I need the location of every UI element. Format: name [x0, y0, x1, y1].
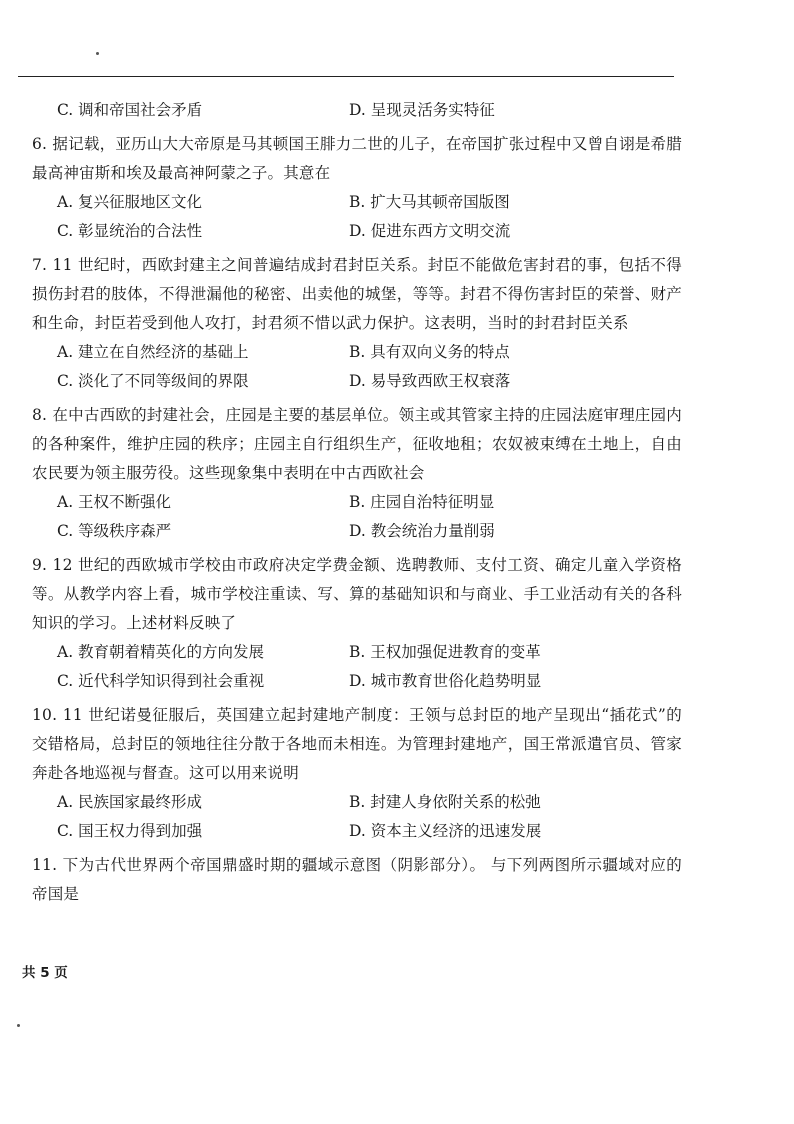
option-grid — [32, 188, 682, 246]
option-c[interactable]: C. 等级秩序森严 — [57, 522, 172, 540]
option-d[interactable]: D. 城市教育世俗化趋势明显 — [349, 672, 542, 690]
option-d[interactable]: D. 易导致西欧王权衰落 — [349, 372, 511, 390]
question-stem: 9. 12 世纪的西欧城市学校由市政府决定学费金额、选聘教师、支付工资、确定儿童入学资格等。从教学内容上看，城市学校注重读、写、算的基础知识和与商业、手工业活动有关的各科知识的学习。上述材料反映了 — [32, 556, 682, 632]
option-c[interactable]: C. 彰显统治的合法性 — [57, 222, 203, 240]
question-8 — [32, 401, 682, 546]
question-stem: 11. 下为古代世界两个帝国鼎盛时期的疆域示意图（阴影部分）。 与下列两图所示疆域对应的帝国是 — [32, 856, 682, 903]
question-10 — [32, 701, 682, 846]
option-c[interactable]: C. 国王权力得到加强 — [57, 822, 203, 840]
option-d[interactable]: D. 呈现灵活务实特征 — [349, 101, 495, 119]
option-c[interactable]: C. 调和帝国社会矛盾 — [57, 101, 203, 119]
option-b[interactable]: B. 王权加强促进教育的变革 — [349, 643, 541, 661]
prev-question-options — [32, 96, 682, 125]
scan-speck — [17, 1024, 20, 1027]
question-6 — [32, 130, 682, 246]
option-grid — [32, 788, 682, 846]
option-a[interactable]: A. 复兴征服地区文化 — [57, 193, 203, 211]
option-b[interactable]: B. 具有双向义务的特点 — [349, 343, 510, 361]
header-rule — [18, 76, 674, 77]
option-b[interactable]: B. 封建人身依附关系的松弛 — [349, 793, 541, 811]
option-d[interactable]: D. 教会统治力量削弱 — [349, 522, 495, 540]
option-d[interactable]: D. 资本主义经济的迅速发展 — [349, 822, 542, 840]
question-list — [32, 96, 682, 914]
option-b[interactable]: B. 扩大马其顿帝国版图 — [349, 193, 510, 211]
question-stem: 7. 11 世纪时，西欧封建主之间普遍结成封君封臣关系。封臣不能做危害封君的事，包括不得损伤封君的肢体，不得泄漏他的秘密、出卖他的城堡，等等。封君不得伤害封臣的荣誉、财产和生命，封臣若受到他人攻打，封君须不惜以武力保护。这表明，当时的封君封臣关系 — [32, 256, 682, 332]
option-a[interactable]: A. 教育朝着精英化的方向发展 — [57, 643, 265, 661]
option-b[interactable]: B. 庄园自治特征明显 — [349, 493, 495, 511]
option-c[interactable]: C. 淡化了不同等级间的界限 — [57, 372, 249, 390]
option-a[interactable]: A. 民族国家最终形成 — [57, 793, 203, 811]
option-a[interactable]: A. 建立在自然经济的基础上 — [57, 343, 249, 361]
question-stem: 8. 在中古西欧的封建社会，庄园是主要的基层单位。领主或其管家主持的庄园法庭审理庄园内的各种案件，维护庄园的秩序；庄园主自行组织生产，征收地租；农奴被束缚在土地上，自由农民要为领主服劳役。这些现象集中表明在中古西欧社会 — [32, 406, 682, 482]
question-7 — [32, 251, 682, 396]
page-count: 共 5 页 — [22, 965, 68, 981]
scan-speck — [96, 52, 99, 55]
option-grid — [32, 338, 682, 396]
question-11 — [32, 851, 682, 909]
question-stem: 6. 据记载，亚历山大大帝原是马其顿国王腓力二世的儿子，在帝国扩张过程中又曾自诩是希腊最高神宙斯和埃及最高神阿蒙之子。其意在 — [32, 135, 682, 182]
option-a[interactable]: A. 王权不断强化 — [57, 493, 172, 511]
option-c[interactable]: C. 近代科学知识得到社会重视 — [57, 672, 265, 690]
option-grid — [32, 488, 682, 546]
question-9 — [32, 551, 682, 696]
option-d[interactable]: D. 促进东西方文明交流 — [349, 222, 511, 240]
question-stem: 10. 11 世纪诺曼征服后，英国建立起封建地产制度：王领与总封臣的地产呈现出“插花式”的交错格局，总封臣的领地往往分散于各地而未相连。为管理封建地产，国王常派遣官员、管家奔赴各地巡视与督查。这可以用来说明 — [32, 706, 682, 782]
option-grid — [32, 638, 682, 696]
